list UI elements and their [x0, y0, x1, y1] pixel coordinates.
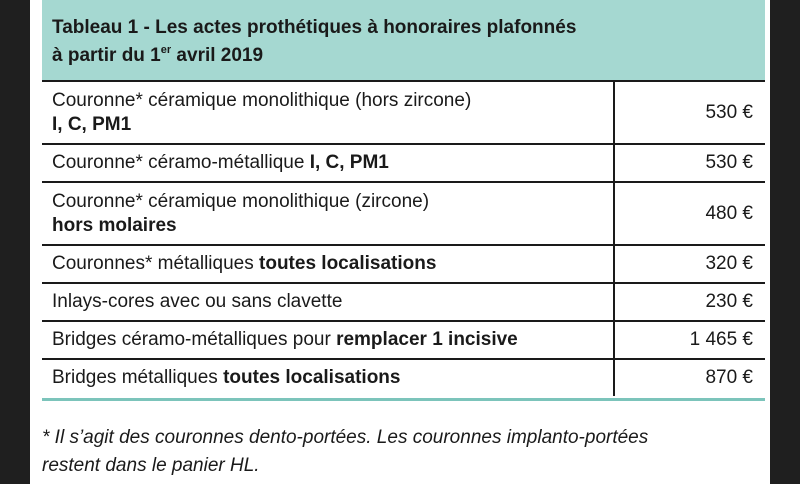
row-label-text: Couronne* céramo-métallique: [52, 152, 310, 173]
row-label-text: Couronnes* métalliques: [52, 253, 260, 274]
row-label: [42, 359, 614, 396]
row-label: [42, 283, 614, 321]
row-label-bold: toutes localisations: [259, 253, 437, 274]
row-label-bold: I, C, PM1: [309, 152, 389, 173]
right-dark-frame: [770, 0, 800, 484]
table-row: [42, 359, 765, 396]
footnote-line-2: restent dans le panier HL.: [42, 455, 260, 476]
title-date-suffix: avril 2019: [171, 45, 264, 66]
row-label-bold: toutes localisations: [223, 367, 401, 388]
row-price: 230 €: [614, 283, 765, 321]
table-title: [42, 0, 765, 80]
row-price: 530 €: [614, 144, 765, 182]
row-label-bold: I, C, PM1: [52, 113, 132, 135]
table-row: [42, 245, 765, 283]
table-row: [42, 81, 765, 144]
footnote: [42, 424, 765, 480]
row-label: [42, 321, 614, 359]
table-title-line-1: Tableau 1 - Les actes prothétiques à honoraires plafonnés: [52, 17, 577, 38]
document-panel: [30, 0, 770, 484]
row-label-bold: remplacer 1 incisive: [336, 329, 518, 350]
table-bottom-rule: [42, 398, 765, 401]
table-row: [42, 283, 765, 321]
left-dark-frame: [0, 0, 30, 484]
footnote-line-1: * Il s’agit des couronnes dento-portées. Les couronnes implanto-portées: [42, 427, 649, 448]
row-label: [42, 144, 614, 182]
row-price: 1 465 €: [614, 321, 765, 359]
table-row: [42, 144, 765, 182]
table-title-line-2: [52, 42, 757, 70]
row-label-text: Couronne* céramique monolithique (zircone): [52, 190, 430, 212]
row-label: [42, 245, 614, 283]
row-price: 870 €: [614, 359, 765, 396]
row-price: 320 €: [614, 245, 765, 283]
row-label: [42, 182, 614, 245]
table-row: [42, 321, 765, 359]
table-row: [42, 182, 765, 245]
title-date-superscript: er: [160, 44, 172, 56]
acts-table: [42, 80, 765, 396]
title-date-prefix: à partir du 1: [52, 45, 161, 66]
row-label-text: Couronne* céramique monolithique (hors zircone): [52, 89, 472, 111]
row-label-bold: hors molaires: [52, 214, 177, 236]
row-label-text: Inlays-cores avec ou sans clavette: [52, 291, 343, 312]
row-label: [42, 81, 614, 144]
row-label-text: Bridges céramo-métalliques pour: [52, 329, 337, 350]
price-table: [42, 0, 765, 401]
row-price: 480 €: [614, 182, 765, 245]
row-label-text: Bridges métalliques: [52, 367, 224, 388]
row-price: 530 €: [614, 81, 765, 144]
